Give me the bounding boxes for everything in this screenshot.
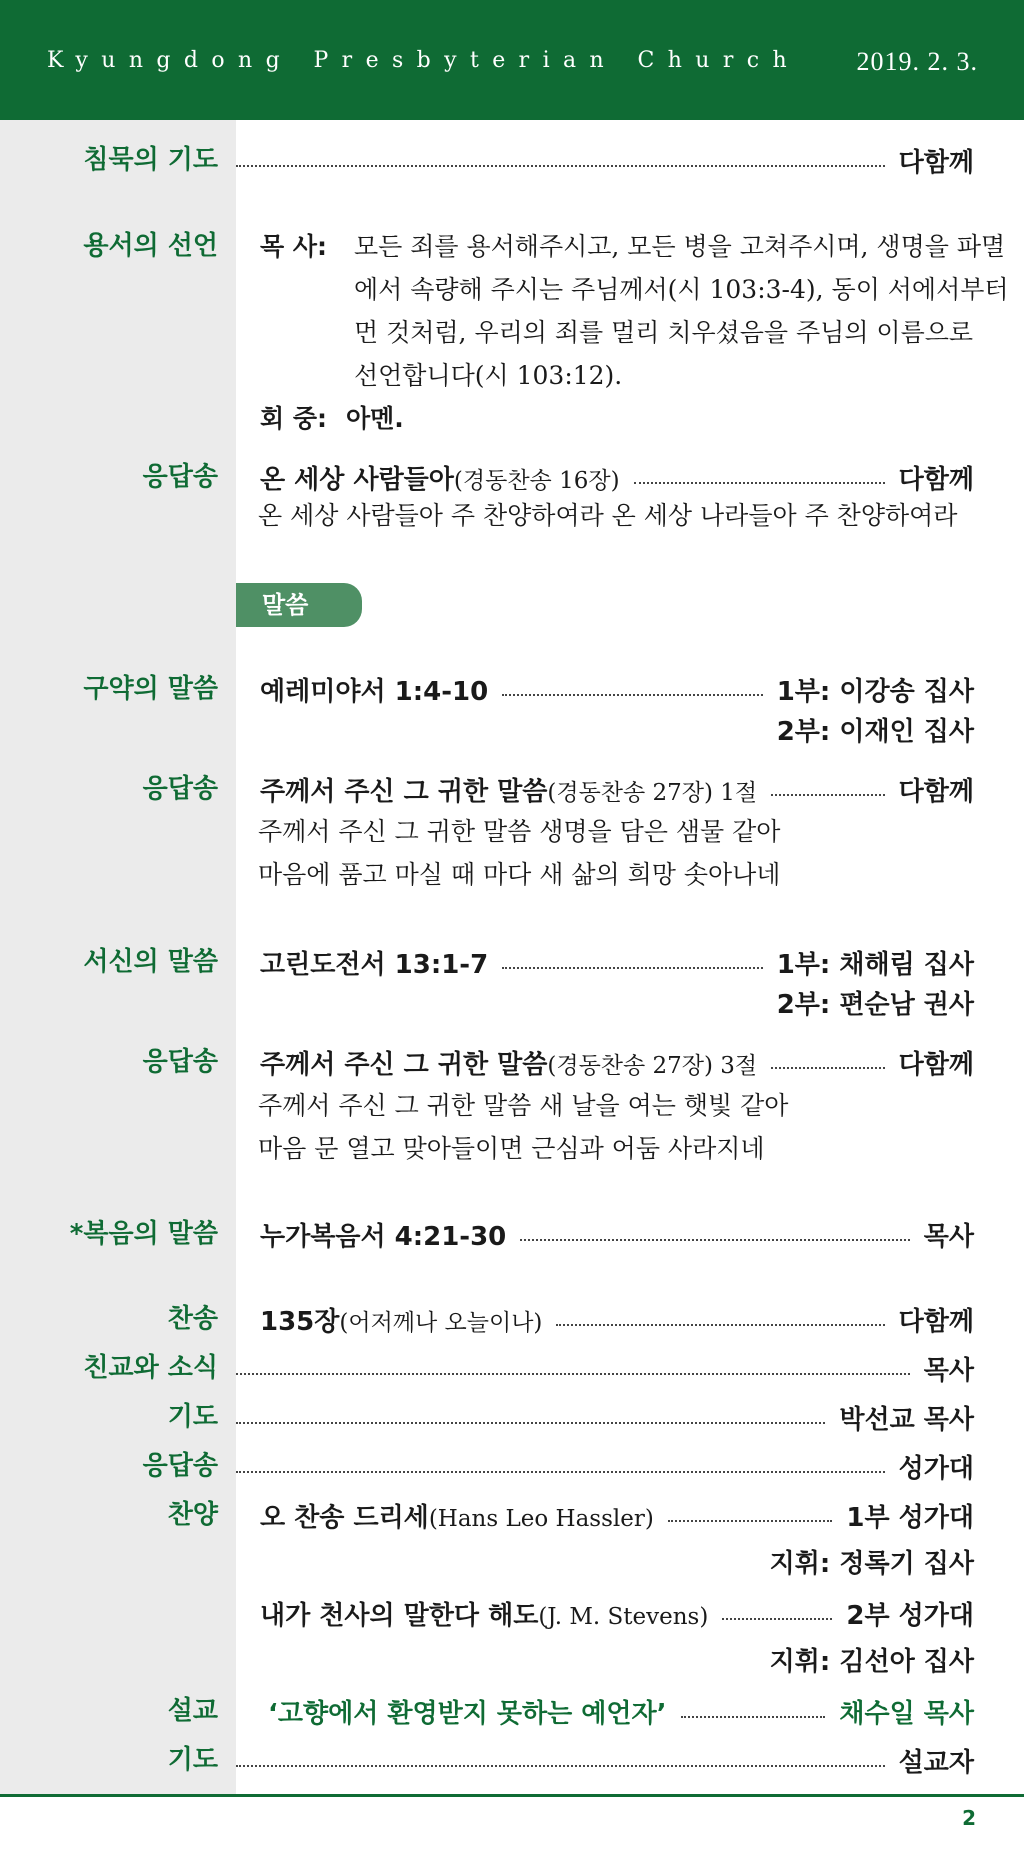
anthem-composer2: (J. M. Stevens) bbox=[538, 1603, 709, 1630]
anthem-who1: 1부 성가대 bbox=[846, 1502, 974, 1533]
sermon-label: 설교 bbox=[167, 1696, 218, 1726]
hymn-name: (어저께나 오늘이나) bbox=[339, 1309, 543, 1336]
prayer-who: 박선교 목사 bbox=[839, 1404, 974, 1435]
anthem-song1-title: 오 찬송 드리세 bbox=[260, 1502, 429, 1533]
closing-prayer-who: 설교자 bbox=[898, 1747, 974, 1778]
forgiveness-label: 용서의 선언 bbox=[83, 231, 218, 261]
response4-row bbox=[236, 1449, 974, 1483]
old-testament-row bbox=[260, 672, 974, 706]
gospel-who: 목사 bbox=[923, 1221, 974, 1252]
page-number: 2 bbox=[962, 1806, 976, 1830]
silent-prayer-label: 침묵의 기도 bbox=[83, 145, 218, 175]
closing-prayer-label: 기도 bbox=[167, 1745, 218, 1775]
anthem-conductor2: 지휘: 김선아 집사 bbox=[769, 1647, 974, 1677]
leader-dots bbox=[556, 1324, 884, 1326]
response2-label: 응답송 bbox=[142, 774, 218, 804]
response2-title bbox=[260, 771, 757, 808]
response3-label: 응답송 bbox=[142, 1047, 218, 1077]
leader-dots bbox=[771, 1067, 884, 1069]
header-banner bbox=[0, 0, 1024, 120]
response1-song: 온 세상 사람들아 bbox=[260, 464, 454, 495]
leader-dots bbox=[634, 482, 885, 484]
response3-title bbox=[260, 1044, 757, 1081]
prayer-row bbox=[236, 1400, 974, 1434]
forgiveness-line-2: 에서 속량해 주시는 주님께서(시 103:3-4), 동이 서에서부터 bbox=[354, 275, 1009, 304]
hymn-row bbox=[260, 1302, 974, 1336]
leader-dots bbox=[236, 1471, 885, 1473]
leader-dots bbox=[502, 694, 763, 696]
anthem-who2: 2부 성가대 bbox=[846, 1600, 974, 1631]
leader-dots bbox=[236, 1765, 885, 1767]
footer-rule bbox=[0, 1794, 1024, 1797]
old-testament-who1: 1부: 이강송 집사 bbox=[776, 676, 974, 707]
epistle-reference: 고린도전서 13:1-7 bbox=[260, 949, 489, 980]
hymn-who: 다함께 bbox=[898, 1306, 974, 1337]
anthem-composer1: (Hans Leo Hassler) bbox=[428, 1505, 654, 1532]
anthem-song2-title: 내가 천사의 말한다 해도 bbox=[260, 1600, 539, 1631]
leader-dots bbox=[236, 1373, 910, 1375]
response1-title bbox=[260, 459, 620, 496]
response1-source: (경동찬송 16장) bbox=[453, 467, 620, 494]
response3-source: (경동찬송 27장) 3절 bbox=[547, 1052, 758, 1079]
leader-dots bbox=[722, 1618, 832, 1620]
old-testament-label: 구약의 말씀 bbox=[83, 674, 218, 704]
congregation-text: 아멘. bbox=[346, 404, 404, 433]
anthem-conductor1: 지휘: 정록기 집사 bbox=[769, 1549, 974, 1579]
fellowship-row bbox=[236, 1351, 974, 1385]
sermon-title: ‘고향에서 환영받지 못하는 예언자’ bbox=[268, 1698, 667, 1729]
closing-prayer-row bbox=[236, 1743, 974, 1777]
epistle-who1: 1부: 채해림 집사 bbox=[776, 949, 974, 980]
response3-song: 주께서 주신 그 귀한 말씀 bbox=[260, 1049, 548, 1080]
response4-who: 성가대 bbox=[898, 1453, 974, 1484]
leader-dots bbox=[681, 1716, 826, 1718]
forgiveness-line-1: 모든 죄를 용서해주시고, 모든 병을 고쳐주시며, 생명을 파멸 bbox=[354, 232, 1006, 261]
response3-lyrics-1: 주께서 주신 그 귀한 말씀 새 날을 여는 햇빛 같아 bbox=[258, 1091, 789, 1120]
hymn-label: 찬송 bbox=[167, 1304, 218, 1334]
epistle-who2: 2부: 편순남 권사 bbox=[776, 990, 974, 1020]
leader-dots bbox=[236, 165, 885, 167]
forgiveness-line-3: 먼 것처럼, 우리의 죄를 멀리 치우셨음을 주님의 이름으로 bbox=[354, 318, 974, 347]
sermon-who: 채수일 목사 bbox=[839, 1698, 974, 1729]
leader-dots bbox=[520, 1239, 909, 1241]
response2-source: (경동찬송 27장) 1절 bbox=[547, 779, 758, 806]
leader-dots bbox=[236, 1422, 825, 1424]
response3-lyrics-2: 마음 문 열고 맞아들이면 근심과 어둠 사라지네 bbox=[258, 1134, 765, 1163]
gospel-label: *복음의 말씀 bbox=[69, 1219, 218, 1249]
anthem-row-2 bbox=[260, 1596, 974, 1630]
epistle-label: 서신의 말씀 bbox=[83, 947, 218, 977]
sermon-row bbox=[268, 1694, 974, 1728]
response2-who: 다함께 bbox=[898, 776, 974, 807]
leader-dots bbox=[771, 794, 884, 796]
anthem-label: 찬양 bbox=[167, 1500, 218, 1530]
bulletin-date: 2019. 2. 3. bbox=[856, 47, 978, 76]
hymn-title bbox=[260, 1301, 542, 1338]
leader-dots bbox=[502, 967, 763, 969]
response4-label: 응답송 bbox=[142, 1451, 218, 1481]
response3-row bbox=[260, 1045, 974, 1079]
old-testament-reference: 예레미야서 1:4-10 bbox=[260, 676, 489, 707]
gospel-row bbox=[260, 1217, 974, 1251]
response2-row bbox=[260, 772, 974, 806]
response2-song: 주께서 주신 그 귀한 말씀 bbox=[260, 776, 548, 807]
anthem-song-1 bbox=[260, 1497, 654, 1534]
leader-dots bbox=[668, 1520, 833, 1522]
section-tab-word: 말씀 bbox=[236, 583, 362, 627]
response1-row bbox=[260, 460, 974, 494]
hymn-number: 135장 bbox=[260, 1306, 340, 1337]
response1-who: 다함께 bbox=[898, 464, 974, 495]
congregation-label: 회 중: bbox=[260, 404, 328, 433]
fellowship-who: 목사 bbox=[923, 1355, 974, 1386]
response1-label: 응답송 bbox=[142, 462, 218, 492]
response2-lyrics-2: 마음에 품고 마실 때 마다 새 삶의 희망 솟아나네 bbox=[258, 860, 781, 889]
silent-prayer-row bbox=[236, 143, 974, 177]
church-name: Kyungdong Presbyterian Church bbox=[47, 48, 801, 73]
silent-prayer-who: 다함께 bbox=[898, 147, 974, 178]
old-testament-who2: 2부: 이재인 집사 bbox=[776, 717, 974, 747]
response1-lyrics: 온 세상 사람들아 주 찬양하여라 온 세상 나라들아 주 찬양하여라 bbox=[258, 501, 958, 530]
gospel-reference: 누가복음서 4:21-30 bbox=[260, 1221, 507, 1252]
prayer-label: 기도 bbox=[167, 1402, 218, 1432]
anthem-song-2 bbox=[260, 1595, 708, 1632]
pastor-label: 목 사: bbox=[260, 232, 328, 261]
fellowship-label: 친교와 소식 bbox=[83, 1353, 218, 1383]
epistle-row bbox=[260, 945, 974, 979]
forgiveness-line-4: 선언합니다(시 103:12). bbox=[354, 361, 623, 390]
anthem-row-1 bbox=[260, 1498, 974, 1532]
response2-lyrics-1: 주께서 주신 그 귀한 말씀 생명을 담은 샘물 같아 bbox=[258, 817, 781, 846]
response3-who: 다함께 bbox=[898, 1049, 974, 1080]
